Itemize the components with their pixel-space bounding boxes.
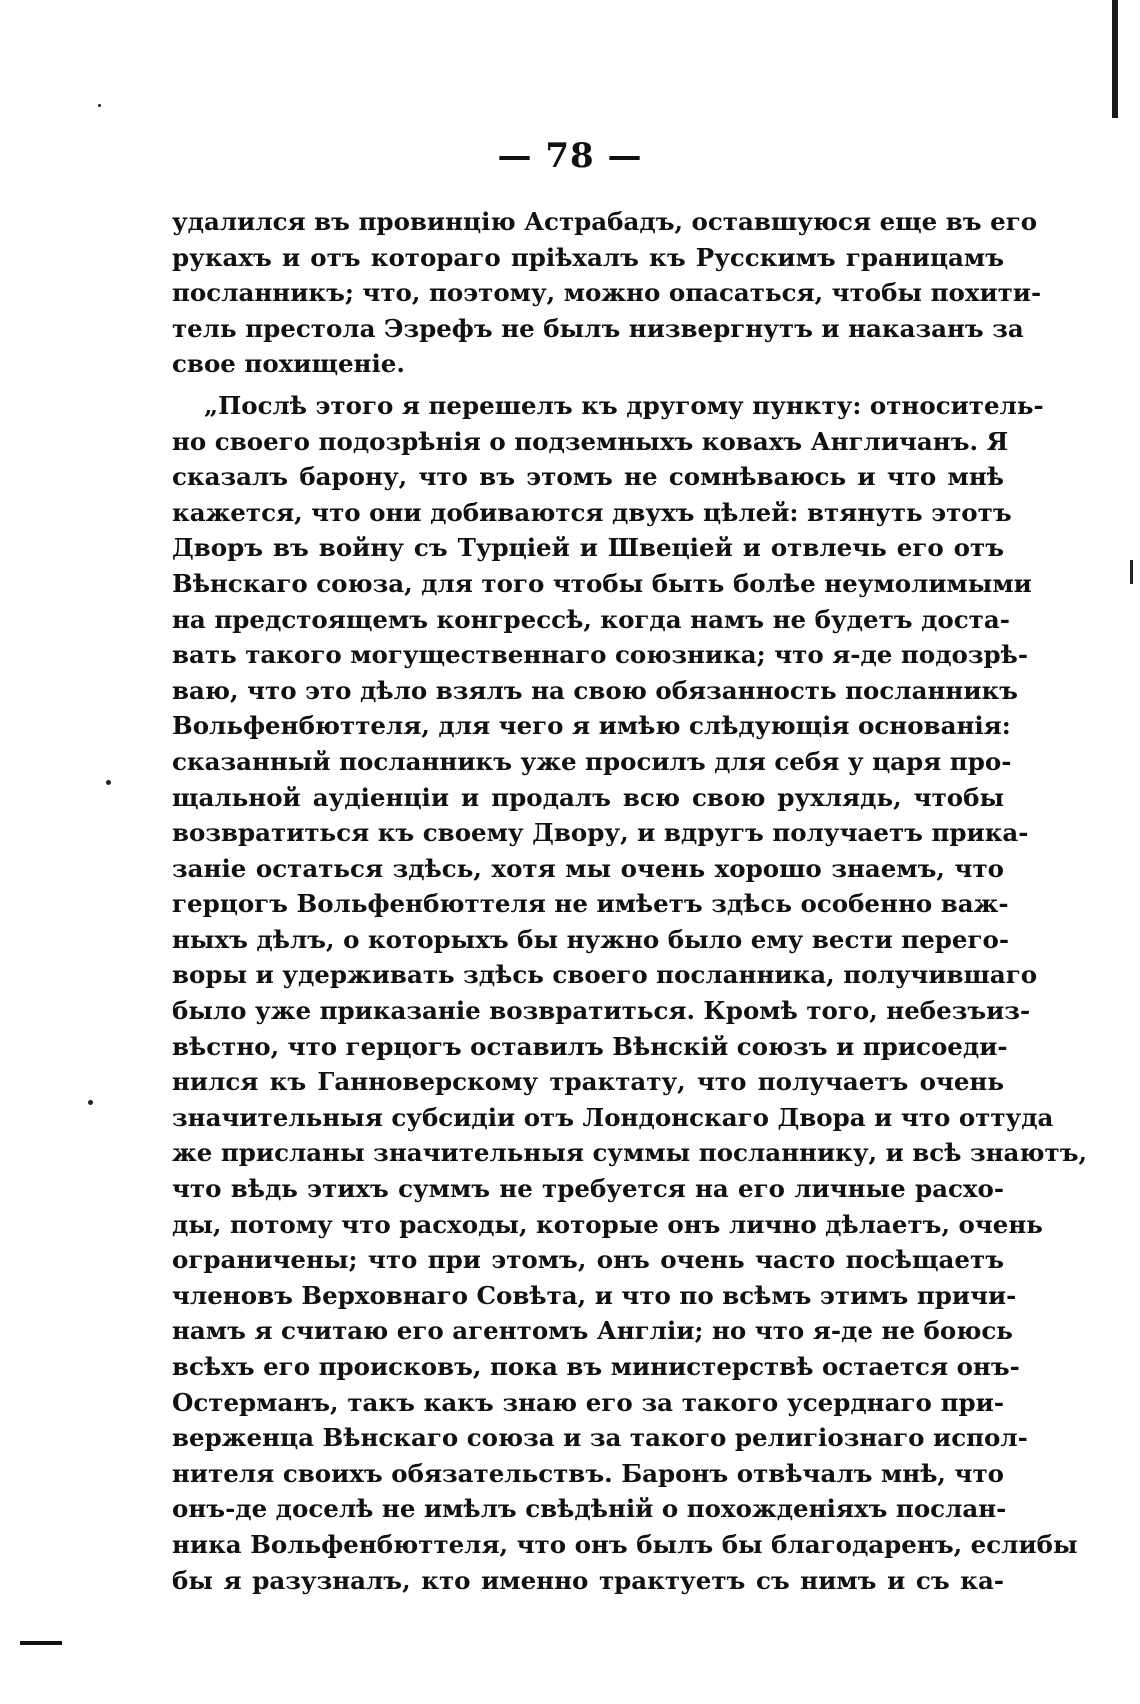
- text-line: возвратиться къ своему Двору, и вдругъ получаетъ прика-: [172, 818, 1029, 848]
- text-line: заніе остаться здѣсь, хотя мы очень хорошо знаемъ, что: [172, 853, 1004, 883]
- text-line: намъ я считаю его агентомъ Англіи; но что я-де не боюсь: [172, 1316, 1013, 1346]
- paragraph-2: [172, 388, 1088, 1598]
- text-line: на предстоящемъ конгрессѣ, когда намъ не будетъ доста-: [172, 604, 1010, 634]
- text-line: „Послѣ этого я перешелъ къ другому пункту: относитель-: [204, 390, 1044, 420]
- text-line: сказалъ барону, что въ этомъ не сомнѣваюсь и что мнѣ: [172, 462, 1004, 492]
- text-line: вать такого могущественнаго союзника; что я-де подозрѣ-: [172, 640, 1029, 670]
- text-line: Вѣнскаго союза, для того чтобы быть болѣе неумолимыми: [172, 568, 1032, 598]
- text-line: вѣстно, что герцогъ оставилъ Вѣнскій союзъ и присоеди-: [172, 1031, 1008, 1061]
- scan-speck: [88, 1100, 93, 1105]
- text-line: воры и удерживать здѣсь своего посланника, получившаго: [172, 960, 1038, 990]
- text-line: Вольфенбюттеля, для чего я имѣю слѣдующія основанія:: [172, 711, 1011, 741]
- text-line: удалился въ провинцію Астрабадъ, оставшуюся еще въ его: [172, 207, 1038, 236]
- text-line: Остерманъ, такъ какъ знаю его за такого усерднаго при-: [172, 1387, 1004, 1417]
- text-line: ды, потому что расходы, которые онъ лично дѣлаетъ, очень: [172, 1209, 1043, 1239]
- text-line: тель престола Эзрефъ не былъ низвергнутъ и наказанъ за: [172, 313, 1024, 343]
- text-line: сказанный посланникъ уже просилъ для себя у царя про-: [172, 746, 1012, 776]
- text-line: членовъ Верховнаго Совѣта, и что по всѣмъ этимъ причи-: [172, 1280, 1017, 1310]
- scan-speck: [98, 104, 101, 107]
- page-number: — 78 —: [497, 136, 643, 176]
- scan-speck: [1130, 560, 1133, 584]
- text-line: герцогъ Вольфенбюттеля не имѣетъ здѣсь особенно важ-: [172, 889, 1009, 919]
- text-line: верженца Вѣнскаго союза и за такого религіознаго испол-: [172, 1423, 1028, 1453]
- text-line: кажется, что они добиваются двухъ цѣлей: втянуть этотъ: [172, 497, 1012, 527]
- text-line: ваю, что это дѣло взялъ на свою обязанность посланникъ: [172, 675, 1018, 705]
- body-text: [172, 204, 1088, 1598]
- text-line: но своего подозрѣнія о подземныхъ ковахъ Англичанъ. Я: [172, 426, 1009, 456]
- text-line: всѣхъ его происковъ, пока въ министерствѣ остается онъ-: [172, 1352, 1020, 1381]
- text-line: рукахъ и отъ котораго пріѣхалъ къ Русскимъ границамъ: [172, 242, 1004, 272]
- margin-dash: [20, 1641, 62, 1645]
- text-line: же присланы значительныя суммы посланнику, и всѣ знаютъ,: [172, 1138, 1088, 1168]
- text-line: значительныя субсидіи отъ Лондонскаго Двора и что оттуда: [172, 1102, 1054, 1132]
- binding-edge-line: [1112, 0, 1118, 118]
- text-line: ограничены; что при этомъ, онъ очень часто посѣщаетъ: [172, 1245, 1004, 1275]
- text-line: что вѣдь этихъ суммъ не требуется на его личные расхо-: [172, 1174, 1004, 1204]
- scan-speck: [106, 780, 111, 785]
- text-line: нителя своихъ обязательствъ. Баронъ отвѣчалъ мнѣ, что: [172, 1458, 1004, 1488]
- text-line: свое похищеніе.: [172, 349, 405, 379]
- text-line: Дворъ въ войну съ Турціей и Швеціей и отвлечь его отъ: [172, 533, 1004, 563]
- text-line: посланникъ; что, поэтому, можно опасаться, чтобы похити-: [172, 278, 1042, 308]
- paragraph-1: [172, 204, 1042, 382]
- text-line: ника Вольфенбюттеля, что онъ былъ бы благодаренъ, еслибы: [172, 1529, 1078, 1559]
- text-line: было уже приказаніе возвратиться. Кромѣ того, небезъиз-: [172, 996, 1031, 1026]
- text-line: щальной аудіенціи и продалъ всю свою рухлядь, чтобы: [172, 782, 1004, 812]
- text-line: ныхъ дѣлъ, о которыхъ бы нужно было ему вести перего-: [172, 924, 1010, 954]
- text-line: нился къ Ганноверскому трактату, что получаетъ очень: [172, 1067, 1004, 1097]
- text-line: онъ-де доселѣ не имѣлъ свѣдѣній о похожденіяхъ послан-: [172, 1494, 1007, 1524]
- text-line: бы я разузналъ, кто именно трактуетъ съ нимъ и съ ка-: [172, 1565, 1004, 1595]
